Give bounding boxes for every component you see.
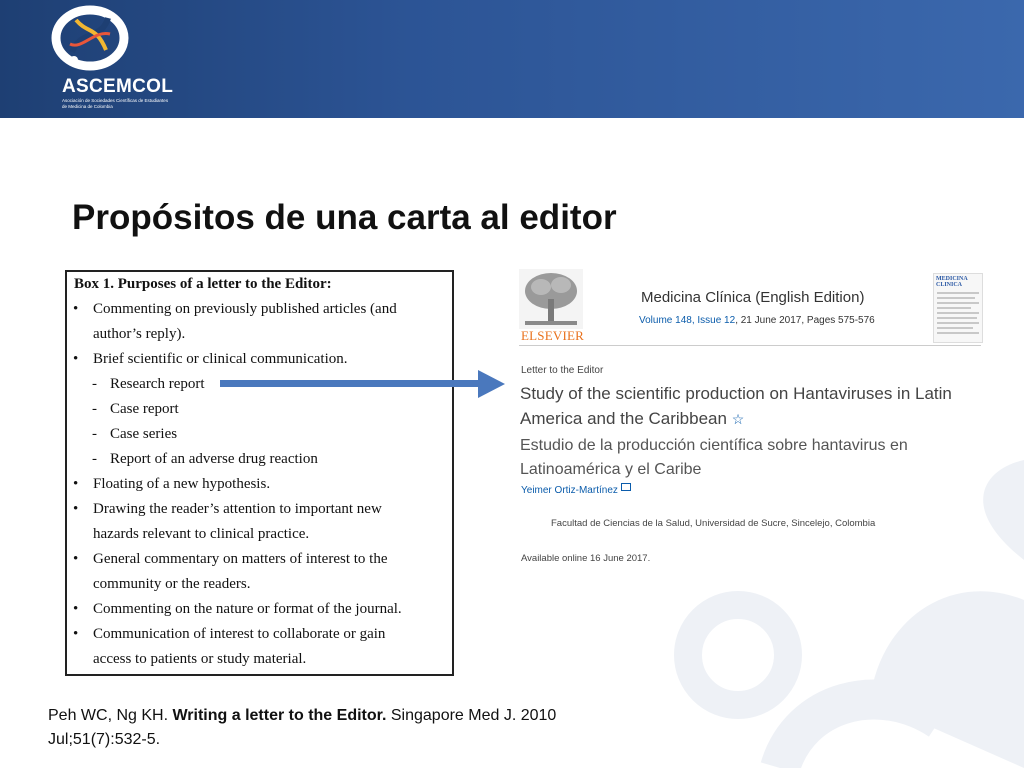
dash-icon: - (92, 426, 97, 442)
item-text: Commenting on the nature or format of the journal. (93, 601, 402, 617)
item-text: Drawing the reader’s attention to important new (93, 501, 382, 517)
item-text: hazards relevant to clinical practice. (93, 526, 310, 542)
slide-title: Propósitos de una carta al editor (72, 198, 617, 237)
star-icon[interactable]: ☆ (731, 411, 745, 427)
affiliation: Facultad de Ciencias de la Salud, Universidad de Sucre, Sincelejo, Colombia (551, 518, 876, 529)
journal-volume (639, 315, 875, 326)
bullet-icon: • (73, 476, 79, 492)
item-text: Commenting on previously published articles (and (93, 301, 397, 317)
volume-link[interactable]: Volume 148, Issue 12 (639, 315, 736, 326)
item-text: community or the readers. (93, 576, 251, 592)
cover-title: MEDICINA CLINICA (936, 276, 968, 288)
purposes-box (65, 270, 454, 676)
bullet-icon: • (73, 351, 79, 367)
bullet-icon: • (73, 601, 79, 617)
item-text: General commentary on matters of interest to the (93, 551, 388, 567)
journal-name[interactable]: Medicina Clínica (English Edition) (641, 289, 865, 306)
item-text: Report of an adverse drug reaction (110, 451, 318, 467)
header-divider (519, 345, 981, 346)
item-text: Brief scientific or clinical communication. (93, 351, 348, 367)
item-text: author’s reply). (93, 326, 186, 342)
volume-details: , 21 June 2017, Pages 575-576 (735, 315, 875, 326)
bullet-icon: • (73, 501, 79, 517)
bullet-icon: • (73, 626, 79, 642)
mail-icon[interactable] (621, 483, 631, 491)
citation-authors: Peh WC, Ng KH. (48, 707, 173, 724)
article-type: Letter to the Editor (521, 365, 604, 376)
reference-citation (48, 704, 648, 752)
dash-icon: - (92, 451, 97, 467)
item-text: access to patients or study material. (93, 651, 307, 667)
article-title-spanish: Estudio de la producción científica sobre hantavirus en Latinoamérica y el Caribe (520, 437, 908, 478)
item-text: Case series (110, 426, 178, 442)
citation-title: Writing a letter to the Editor. (172, 707, 387, 724)
title-english-text: Study of the scientific production on Hantaviruses in Latin America and the Caribbean (520, 384, 952, 428)
box-title: Box 1. Purposes of a letter to the Editor: (74, 276, 332, 292)
bullet-icon: • (73, 551, 79, 567)
citation-source: Singapore Med J. 2010 Jul;51(7):532-5. (48, 707, 557, 748)
item-text: Research report (110, 376, 205, 392)
logo-name: ASCEMCOL (62, 76, 174, 97)
author-name[interactable]: Yeimer Ortiz-Martínez (521, 485, 618, 496)
dash-icon: - (92, 401, 97, 417)
publisher-name: ELSEVIER (521, 328, 584, 343)
logo-subtitle: Asociación de Sociedades Científicas de Estudiantes de Medicina de Colombia (62, 98, 169, 109)
journal-cover[interactable] (933, 273, 983, 343)
author[interactable] (521, 483, 631, 496)
item-text: Communication of interest to collaborate or gain (93, 626, 386, 642)
dash-icon: - (92, 376, 97, 392)
item-text: Floating of a new hypothesis. (93, 476, 271, 492)
bullet-icon: • (73, 301, 79, 317)
item-text: Case report (110, 401, 179, 417)
article-title-english (520, 381, 990, 432)
article-snippet (515, 265, 985, 585)
arrow-icon (220, 368, 505, 400)
available-online: Available online 16 June 2017. (521, 553, 651, 564)
